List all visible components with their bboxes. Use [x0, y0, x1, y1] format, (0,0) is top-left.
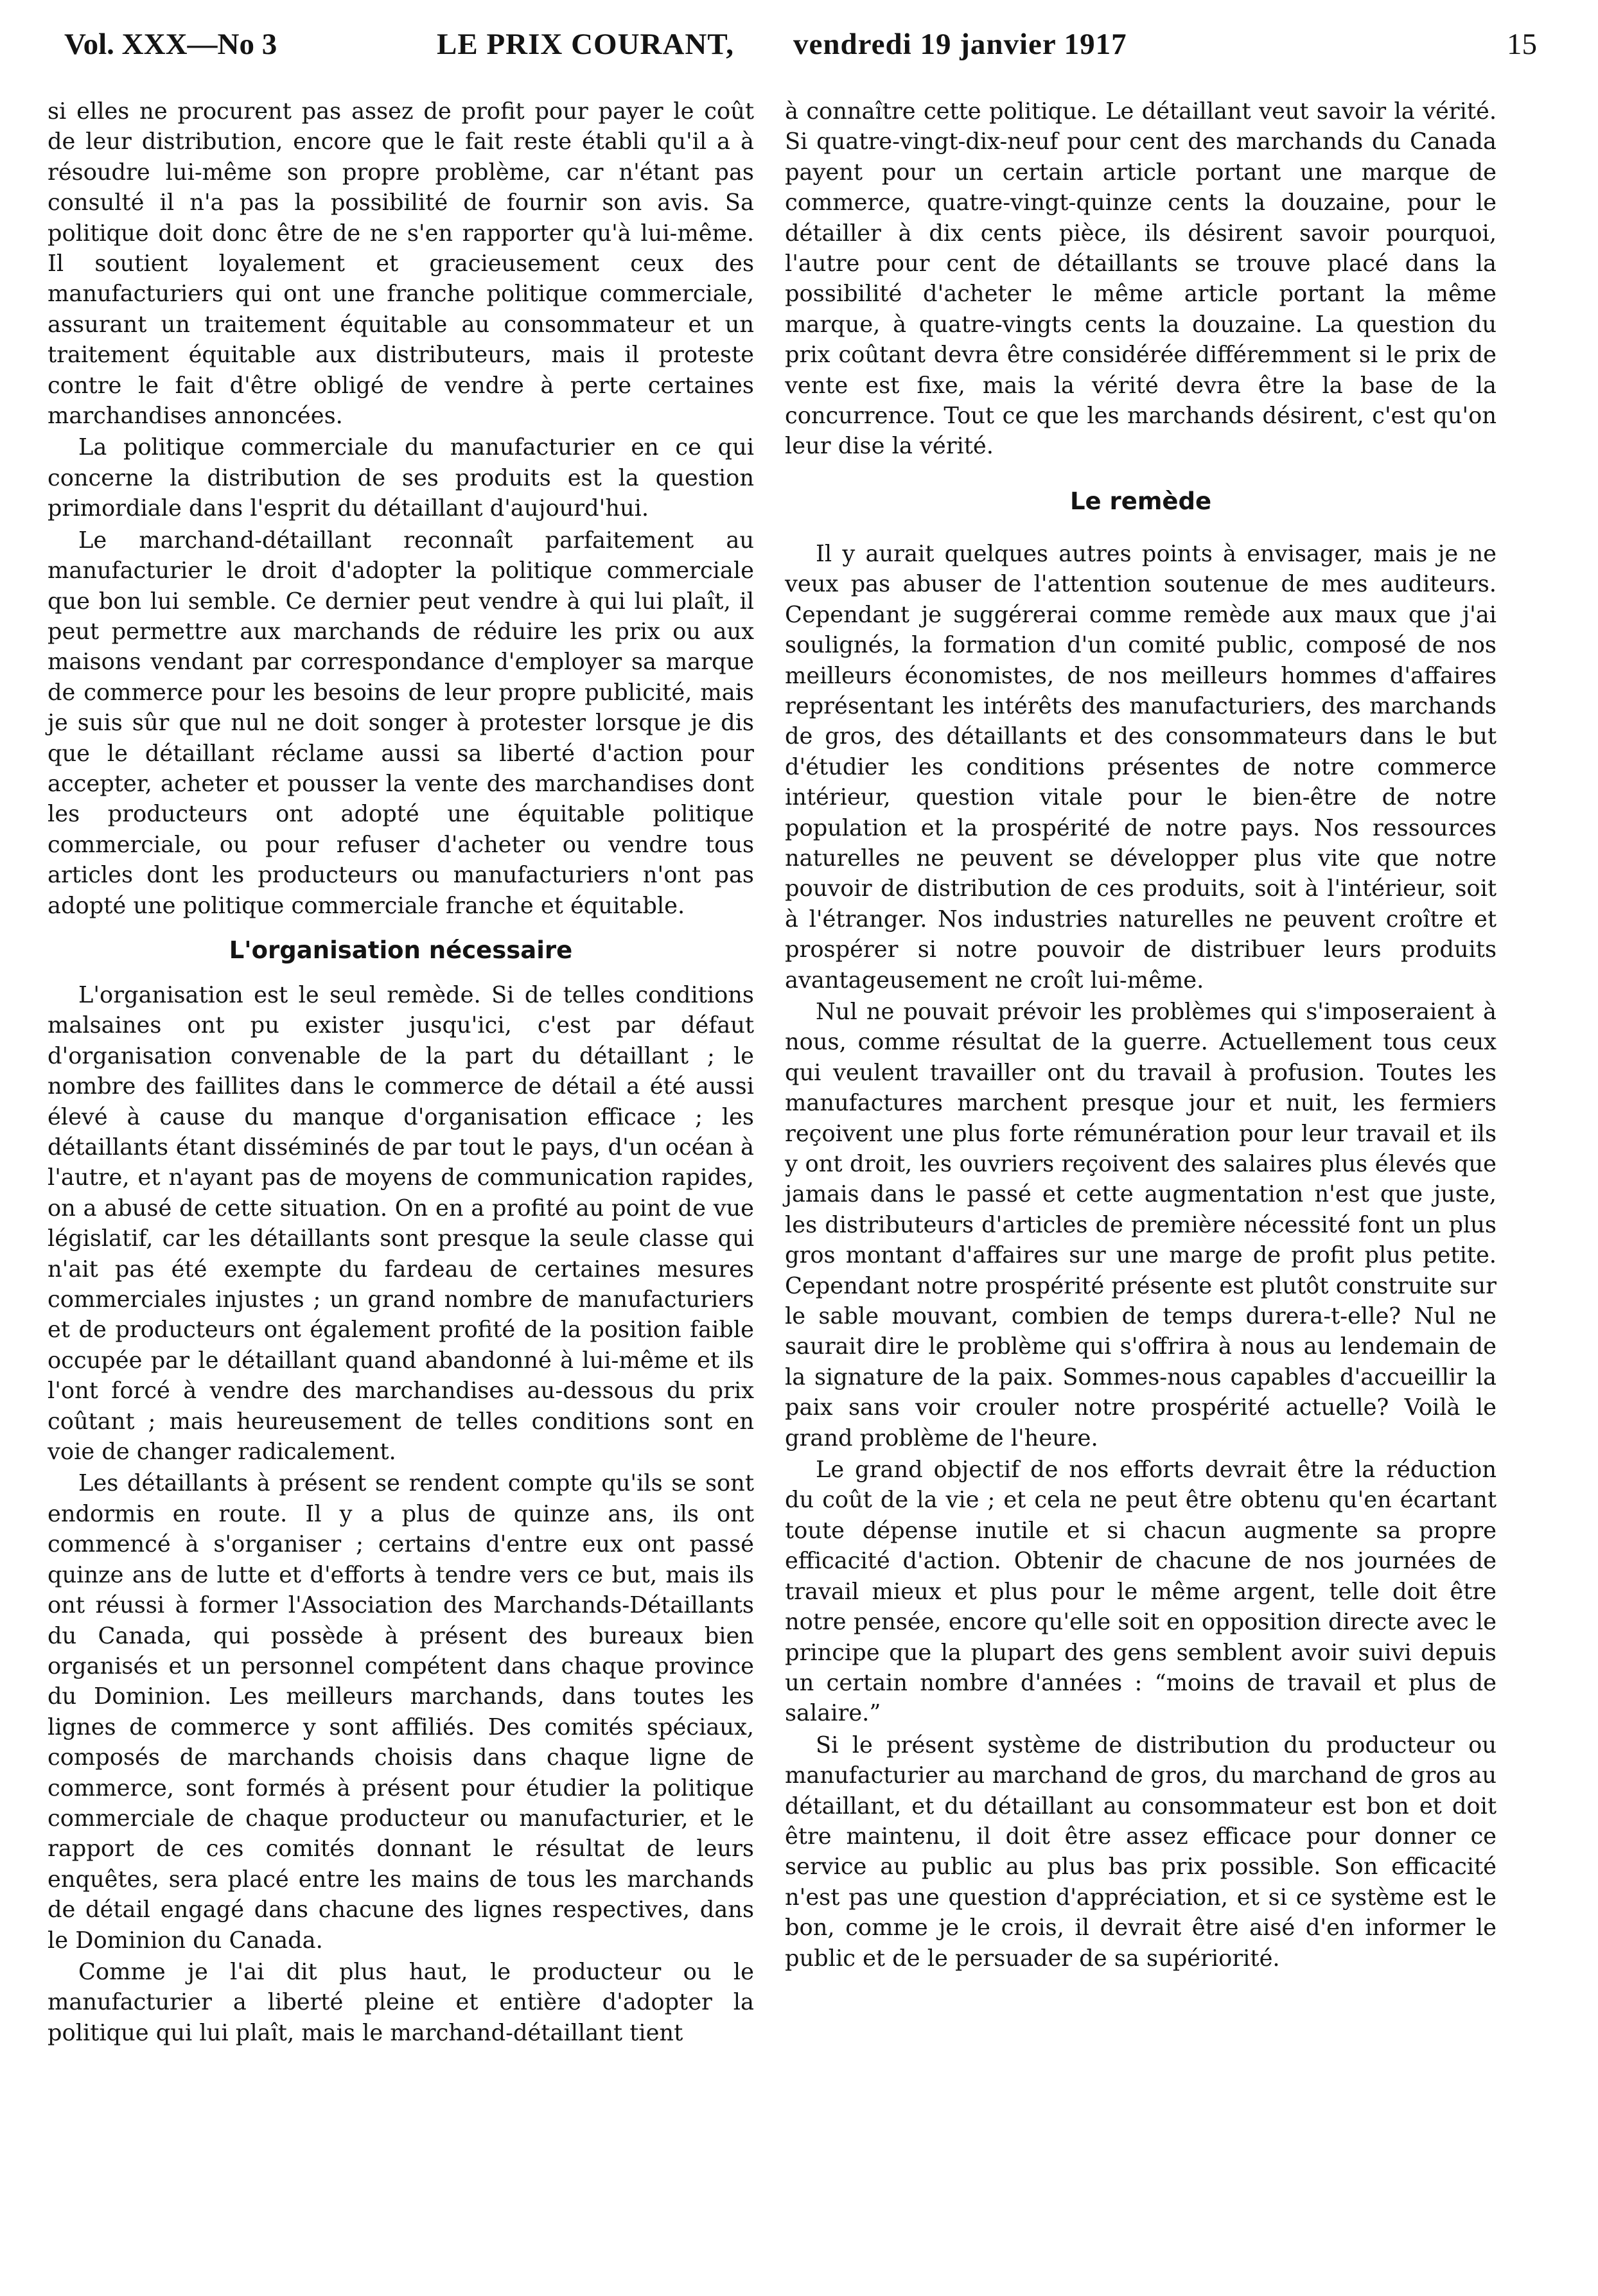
section-heading-organisation: L'organisation nécessaire — [229, 936, 573, 964]
article-paragraph: si elles ne procurent pas assez de profit pour payer le coût de leur distribution, encore que le fait reste établi qu'il a à résoudre lui-même son propre problème, car n'étant pas consulté il n'a pas la possibilité de fournir son avis. Sa politique doit donc être de ne s'en rapporter qu'à lui-même. Il soutient loyalement et gracieusement ceux des manufacturiers qui ont une franche politique commerciale, assurant un traitement équitable au consommateur et un traitement équitable aux distributeurs, mais il proteste contre le fait d'être obligé de vendre à perte certaines marchandises annoncées. — [48, 98, 754, 430]
section-heading-remede: Le remède — [1069, 487, 1212, 515]
article-paragraph: à connaître cette politique. Le détaillant veut savoir la vérité. Si quatre-vingt-dix-neuf pour cent des marchands du Canada payent pour un certain article portant une marque de commerce, quatre-vingt-quinze cents la douzaine, pour le détailler à dix cents pièce, ils désirent savoir pourquoi, l'autre pour cent de détaillants se trouve placé dans la possibilité d'acheter le même article portant la même marque, à quatre-vingts cents la douzaine. La question du prix coûtant devra être considérée différemment si le prix de vente est fixe, mais la vérité devra être la base de la concurrence. Tout ce que les marchands désirent, c'est qu'on leur dise la vérité. — [785, 98, 1497, 460]
journal-title: LE PRIX COURANT, — [437, 28, 734, 61]
left-column — [48, 96, 754, 2048]
article-paragraph: Les détaillants à présent se rendent compte qu'ils se sont endormis en route. Il y a plus de quinze ans, ils ont commencé à s'organiser ; certains d'entre eux ont passé quinze ans de lutte et d'efforts à tendre vers ce but, mais ils ont réussi à former l'Association des Marchands-Détaillants du Canada, qui possède à présent des bureaux bien organisés et un personnel compétent dans chaque province du Dominion. Les meilleurs marchands, dans toutes les lignes de commerce y sont affiliés. Des comités spéciaux, composés de marchands choisis dans chaque ligne de commerce, sont formés à présent pour étudier la politique commerciale de chaque producteur ou manufacturier, et le rapport de ces comités donnant le résultat de leurs enquêtes, sera placé entre les mains de tous les marchands de détail engagé dans chacune des lignes respectives, dans le Dominion du Canada. — [48, 1470, 754, 1954]
article-paragraph: L'organisation est le seul remède. Si de telles conditions malsaines ont pu exister jusqu'ici, c'est par défaut d'organisation convenable de la part du détaillant ; le nombre des faillites dans le commerce de détail a été aussi élevé à cause du manque d'organisation efficace ; les détaillants étant disséminés de par tout le pays, d'un océan à l'autre, et n'ayant pas de moyens de communication rapides, on a abusé de cette situation. On en a profité au point de vue législatif, car les détaillants sont presque la seule classe qui n'ait pas été exempte du fardeau de certaines mesures commerciales injustes ; un grand nombre de manufacturiers et de producteurs ont également profité de la position faible occupée par le détaillant quand abandonné à lui-même et ils l'ont forcé à vendre des marchandises au-dessous du prix coûtant ; mais heureusement de telles conditions sont en voie de changer radicalement. — [48, 981, 754, 1466]
article-paragraph: Si le présent système de distribution du producteur ou manufacturier au marchand de gros, du marchand de gros au détaillant, et du détaillant au consommateur est bon et doit être maintenu, il doit être assez efficace pour donner ce service au public au plus bas prix possible. Son efficacité n'est pas une question d'appréciation, et si ce système est le bon, comme je le crois, il devrait être aisé d'en informer le public et de le persuader de sa supériorité. — [785, 1731, 1497, 1972]
issue-date: vendredi 19 janvier 1917 — [793, 28, 1127, 61]
page-number: 15 — [1507, 28, 1537, 61]
article-paragraph: Il y aurait quelques autres points à envisager, mais je ne veux pas abuser de l'attention soutenue de mes auditeurs. Cependant je suggérerai comme remède aux maux que j'ai soulignés, la formation d'un comité public, composé de nos meilleurs économistes, de nos meilleurs hommes d'affaires représentant les intérêts des manufacturiers, des marchands de gros, des détaillants et des consommateurs dans le but d'étudier les conditions présentes de notre commerce intérieur, question vitale pour le bien-être de notre population et la prospérité de notre pays. Nos ressources naturelles ne peuvent se développer plus vite que notre pouvoir de distribution de ces produits, soit à l'intérieur, soit à l'étranger. Nos industries naturelles ne peuvent croître et prospérer si notre pouvoir de distribuer leurs produits avantageusement ne croît lui-même. — [785, 540, 1497, 994]
article-paragraph: La politique commerciale du manufacturier en ce qui concerne la distribution de ses produits est la question primordiale dans l'esprit du détaillant d'aujourd'hui. — [48, 434, 754, 522]
article-paragraph: Nul ne pouvait prévoir les problèmes qui s'imposeraient à nous, comme résultat de la guerre. Actuellement tous ceux qui veulent travailler ont du travail à profusion. Toutes les manufactures marchent presque jour et nuit, les fermiers reçoivent une plus forte rémunération pour leur travail et ils y ont droit, les ouvriers reçoivent des salaires plus élevés que jamais dans le passé et cette augmentation n'est que juste, les distributeurs d'articles de première nécessité font un plus gros montant d'affaires sur une marge de profit plus petite. Cependant notre prospérité présente est plutôt construite sur le sable mouvant, combien de temps durera-t-elle? Nul ne saurait dire le problème qui s'offrira à nous au lendemain de la signature de la paix. Sommes-nous capables d'accueillir la paix sans voir crouler notre prospérité actuelle? Voilà le grand problème de l'heure. — [785, 998, 1497, 1451]
article-paragraph: Le grand objectif de nos efforts devrait être la réduction du coût de la vie ; et cela ne peut être obtenu qu'en écartant toute dépense inutile et si chacun augmente sa propre efficacité d'action. Obtenir de chacune de nos journées de travail mieux et plus pour le même argent, telle doit être notre pensée, encore qu'elle soit en opposition directe avec le principe que la plupart des gens semblent avoir suivi depuis un certain nombre d'années : “moins de travail et plus de salaire.” — [785, 1457, 1497, 1727]
article-paragraph: Comme je l'ai dit plus haut, le producteur ou le manufacturier a liberté pleine et entière d'adopter la politique qui lui plaît, mais le marchand-détaillant tient — [48, 1958, 754, 2046]
volume-number: Vol. XXX—No 3 — [64, 28, 277, 61]
right-column — [785, 96, 1497, 1974]
article-paragraph: Le marchand-détaillant reconnaît parfaitement au manufacturier le droit d'adopter la politique commerciale que bon lui semble. Ce dernier peut vendre à qui lui plaît, il peut permettre aux marchands de réduire les prix ou aux maisons vendant par correspondance d'employer sa marque de commerce pour les besoins de leur propre publicité, mais je suis sûr que nul ne doit songer à protester lorsque je dis que le détaillant réclame aussi sa liberté d'action pour accepter, acheter et pousser la vente des marchandises dont les producteurs ont adopté une équitable politique commerciale, ou pour refuser d'acheter ou vendre tous articles dont les producteurs ou manufacturiers n'ont pas adopté une politique commerciale franche et équitable. — [48, 527, 754, 919]
page-header — [64, 27, 1537, 85]
